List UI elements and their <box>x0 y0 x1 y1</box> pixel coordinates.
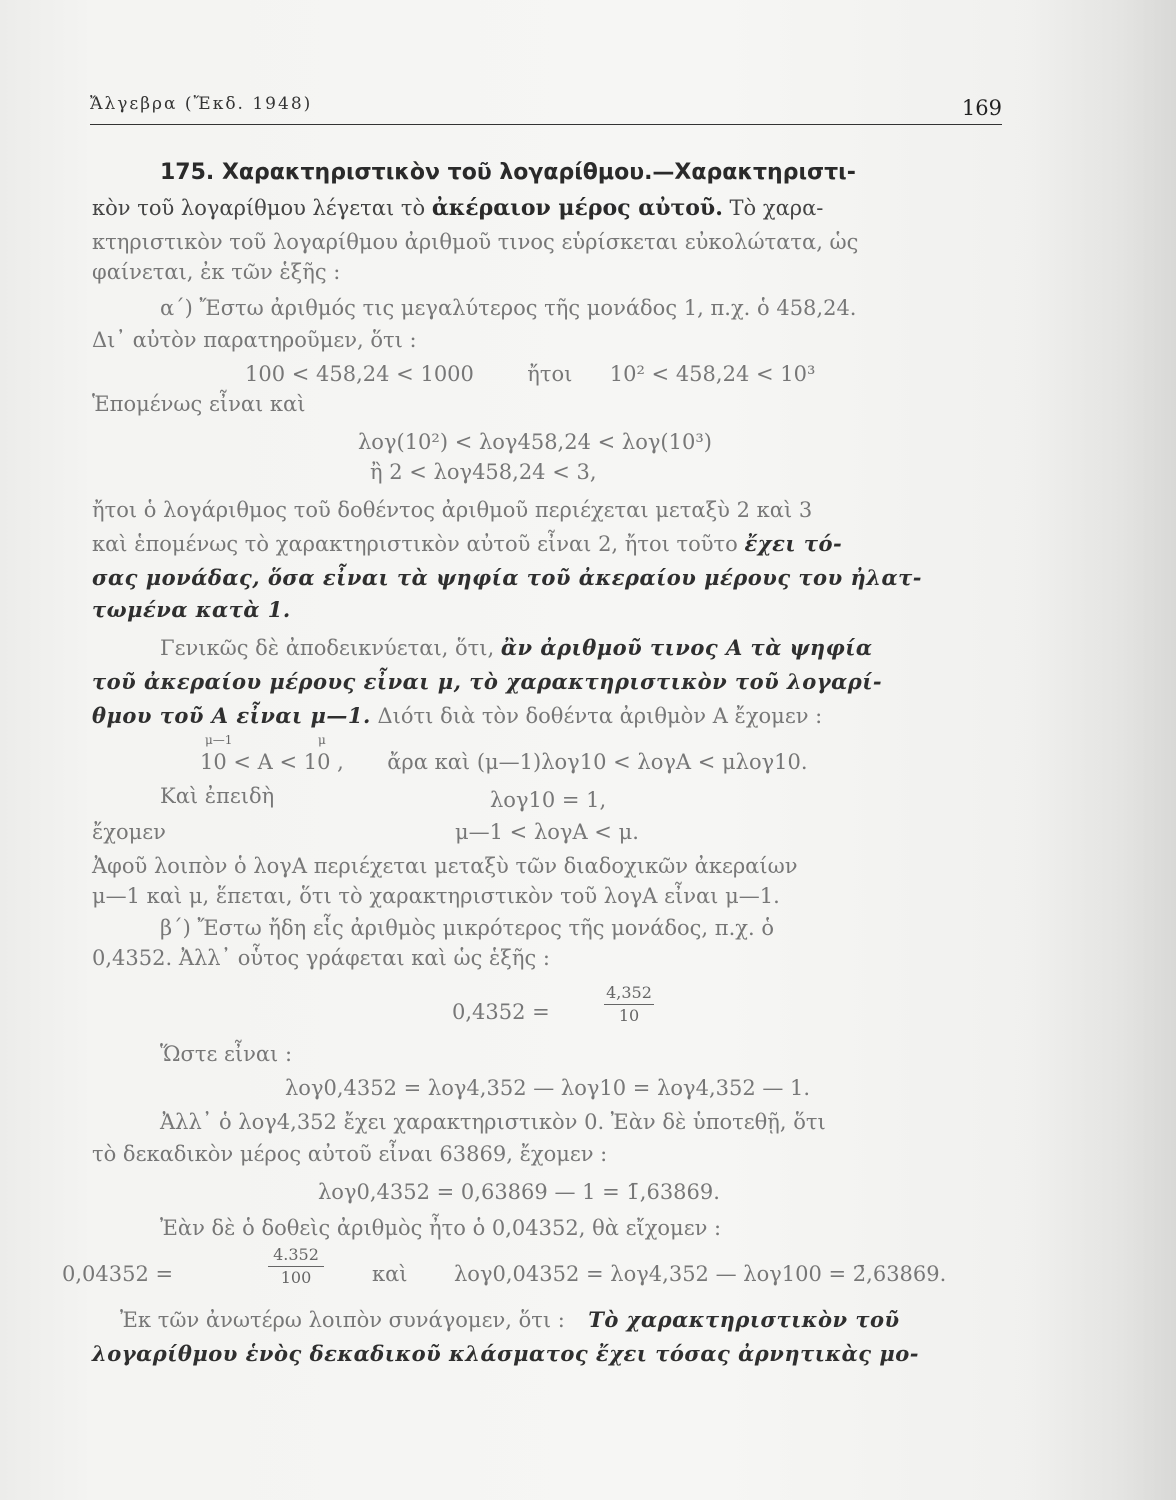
text-line: ἤτοι ὁ λογάριθμος τοῦ δοθέντος ἀριθμοῦ περιέχεται μεταξὺ 2 καὶ 3 <box>92 498 813 522</box>
text-line: τὸ δεκαδικὸν μέρος αὐτοῦ εἶναι 63869, ἔχομεν : <box>92 1142 608 1166</box>
fraction <box>268 1246 324 1287</box>
text-line: Ἑπομένως εἶναι καὶ <box>92 392 306 416</box>
formula-line: μ—1 < λογΑ < μ. <box>455 820 639 844</box>
emphasis-line: λογαρίθμου ἑνὸς δεκαδικοῦ κλάσματος ἔχει τόσας ἀρνητικὰς μο- <box>92 1341 919 1366</box>
formula-line: λογ0,04352 = λογ4,352 — λογ100 = 2̄,63869. <box>454 1262 947 1286</box>
text-line: Δι᾽ αὐτὸν παρατηροῦμεν, ὅτι : <box>92 328 417 352</box>
text-line: β΄) Ἔστω ἤδη εἷς ἀριθμὸς μικρότερος τῆς μονάδος, π.χ. ὁ <box>160 916 774 940</box>
formula-line: λογ10 = 1, <box>490 788 607 812</box>
section-heading-line <box>160 158 856 187</box>
emphasis-line: τοῦ ἀκεραίου μέρους εἶναι μ, τὸ χαρακτηριστικὸν τοῦ λογαρί- <box>92 669 883 694</box>
formula: 10² < 458,24 < 10³ <box>609 362 816 386</box>
emphasis-span: ἔχει τό- <box>744 531 843 556</box>
text-line: φαίνεται, ἐκ τῶν ἑξῆς : <box>92 260 341 284</box>
text-line: Ἀφοῦ λοιπὸν ὁ λογΑ περιέχεται μεταξὺ τῶν διαδοχικῶν ἀκεραίων <box>92 854 798 878</box>
text-span: Γενικῶς δὲ ἀποδεικνύεται, ὅτι, <box>160 636 495 660</box>
section-heading-rest: —Χαρακτηριστι- <box>652 160 856 185</box>
text-line: μ—1 καὶ μ, ἕπεται, ὅτι τὸ χαρακτηριστικὸν τοῦ λογΑ εἶναι μ—1. <box>92 884 780 908</box>
text-span: Ἐκ τῶν ἀνωτέρω λοιπὸν συνάγομεν, ὅτι : <box>120 1308 565 1332</box>
formula: 10 < Α < 10 , <box>200 750 344 774</box>
text-span: κὸν τοῦ λογαρίθμου λέγεται τὸ <box>92 196 426 220</box>
page-number: 169 <box>961 96 1002 120</box>
fraction-denominator: 100 <box>280 1268 312 1287</box>
formula: 100 < 458,24 < 1000 <box>245 362 474 386</box>
section-heading: 175. Χαρακτηριστικὸν τοῦ λογαρίθμου. <box>160 160 653 185</box>
running-head: Ἄλγεβρα (Ἔκδ. 1948) <box>90 94 313 114</box>
exponent: μ—1 <box>205 733 233 747</box>
text-line: Ὥστε εἶναι : <box>160 1042 293 1066</box>
formula-line: 0,04352 = <box>62 1262 174 1286</box>
emphasis-span: θμου τοῦ Α εἶναι μ—1. <box>92 703 371 728</box>
text-line: 0,4352. Ἀλλ᾽ οὗτος γράφεται καὶ ὡς ἑξῆς : <box>92 946 550 970</box>
text-line: κτηριστικὸν τοῦ λογαρίθμου ἀριθμοῦ τινος εὑρίσκεται εὐκολώτατα, ὡς <box>92 230 859 254</box>
formula-line <box>245 360 815 388</box>
formula-line: 0,4352 = <box>452 1000 550 1024</box>
fraction-numerator: 4.352 <box>273 1245 319 1264</box>
fraction-denominator: 10 <box>618 1006 640 1025</box>
exponent: μ <box>318 733 326 747</box>
text-span: Διότι διὰ τὸν δοθέντα ἀριθμὸν Α ἔχομεν : <box>377 704 823 728</box>
fraction-numerator: 4,352 <box>606 983 652 1002</box>
text-span: καὶ ἑπομένως τὸ χαρακτηριστικὸν αὐτοῦ εἶναι 2, ἤτοι τοῦτο <box>92 532 738 556</box>
fraction <box>604 984 654 1025</box>
emphasis-line: τωμένα κατὰ 1. <box>92 597 291 622</box>
text-line <box>92 530 842 558</box>
emphasis-line: σας μονάδας, ὅσα εἶναι τὰ ψηφία τοῦ ἀκεραίου μέρους του ἠλατ- <box>92 565 922 590</box>
page-binding-shadow <box>1026 0 1176 1500</box>
text-line: Ἐὰν δὲ ὁ δοθεὶς ἀριθμὸς ἦτο ὁ 0,04352, θὰ εἴχομεν : <box>160 1216 722 1240</box>
formula-line: λογ(10²) < λογ458,24 < λογ(10³) <box>358 430 712 454</box>
text-span: ἤτοι <box>527 362 573 386</box>
formula-line: λογ0,4352 = λογ4,352 — λογ10 = λογ4,352 — 1. <box>285 1076 811 1100</box>
text-span: Τὸ χαρα- <box>729 196 824 220</box>
emphasis-span: ἂν ἀριθμοῦ τινος Α τὰ ψηφία <box>500 635 873 660</box>
text-line <box>160 634 873 662</box>
text-line: Ἀλλ᾽ ὁ λογ4,352 ἔχει χαρακτηριστικὸν 0. Ἐὰν δὲ ὑποτεθῇ, ὅτι <box>160 1110 826 1134</box>
text-line <box>92 194 823 222</box>
formula-line: ἢ 2 < λογ458,24 < 3, <box>370 460 597 484</box>
formula-line: λογ0,4352 = 0,63869 — 1 = 1̄,63869. <box>318 1180 720 1204</box>
formula-line <box>200 748 808 776</box>
text-line: α΄) Ἔστω ἀριθμός τις μεγαλύτερος τῆς μονάδος 1, π.χ. ὁ 458,24. <box>160 296 857 320</box>
text-line <box>120 1306 900 1334</box>
text-line: Καὶ ἐπειδὴ <box>160 784 275 808</box>
text-line: ἔχομεν <box>92 820 166 844</box>
page-header <box>90 92 1002 125</box>
text-line <box>92 702 822 730</box>
emphasis-span: Τὸ χαρακτηριστικὸν τοῦ <box>588 1307 900 1332</box>
text-line: καὶ <box>372 1262 408 1286</box>
definition-term: ἀκέραιον μέρος αὐτοῦ. <box>431 195 723 221</box>
formula: ἄρα καὶ (μ—1)λογ10 < λογΑ < μλογ10. <box>387 750 808 774</box>
